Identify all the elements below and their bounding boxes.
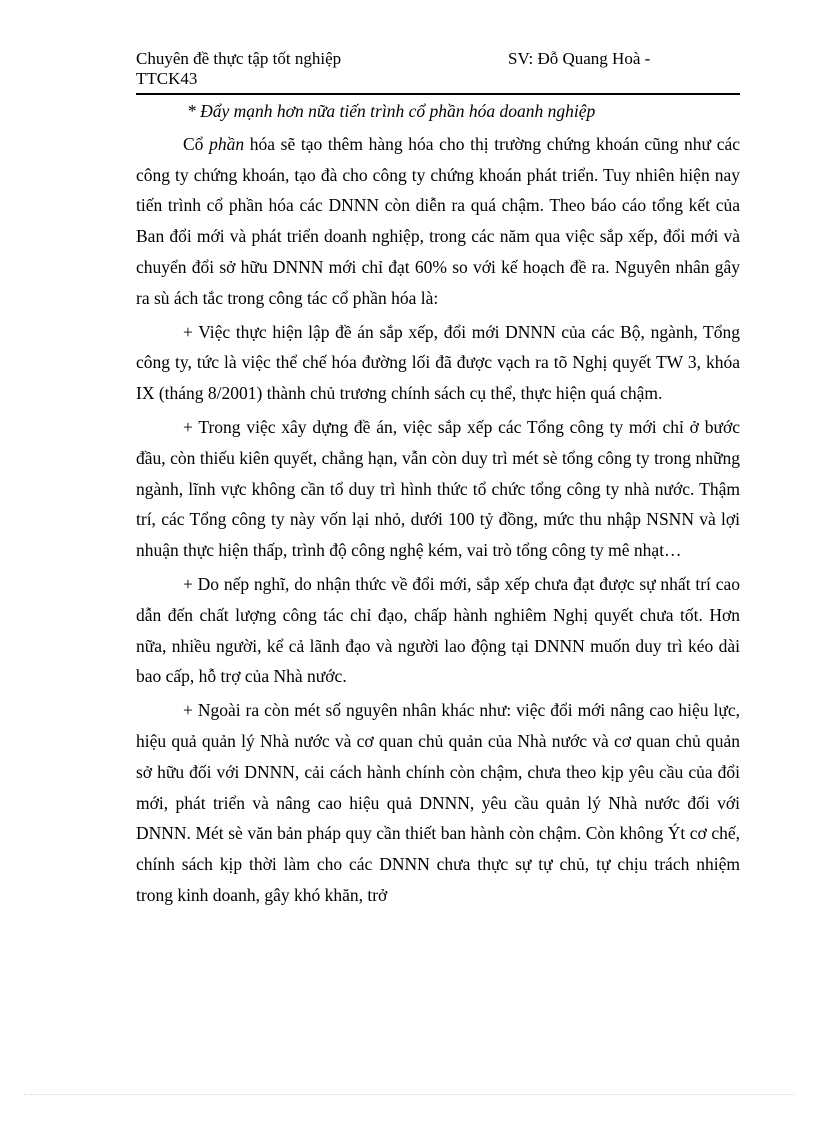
paragraph-5: + Ngoài ra còn mét số nguyên nhân khác như: việc đổi mới nâng cao hiệu lực, hiệu quả quản lý Nhà nước và cơ quan chủ quản của Nhà nước và cơ quan chủ quản sở hữu đối với DNNN, cải cách hành chính còn chậm, chưa theo kịp yêu cầu của đổi mới, phát triển và nâng cao hiệu quả DNNN, yêu cầu quản lý Nhà nước đối với DNNN. Mét sè văn bản pháp quy cần thiết ban hành còn chậm. Còn không Ýt cơ chế, chính sách kịp thời làm cho các DNNN chưa thực sự tự chủ, tự chịu trách nhiệm trong kinh doanh, gây khó khăn, trở — [136, 700, 740, 905]
page-bottom-divider — [24, 1094, 794, 1095]
paragraph-4: + Do nếp nghĩ, do nhận thức về đổi mới, sắp xếp chưa đạt được sự nhất trí cao dẫn đến chất lượng công tác chỉ đạo, chấp hành nghiêm Nghị quyết chưa tốt. Hơn nữa, nhiều người, kể cả lãnh đạo và người lao động tại DNNN muốn duy trì kéo dài bao cấp, hỗ trợ của Nhà nước. — [136, 573, 740, 687]
header-class-code: TTCK43 — [136, 69, 198, 88]
paragraph-3: + Trong việc xây dựng đề án, việc sắp xếp các Tổng công ty mới chỉ ở bước đầu, còn thiếu kiên quyết, chẳng hạn, vẫn còn duy trì mét sè tổng công ty trong những ngành, lĩnh vực không cần tổ duy trì hình thức tổ chức tổng công ty nhà nước. Thậm trí, các Tổng công ty này vốn lại nhỏ, dưới 100 tỷ đồng, mức thu nhập NSNN và lợi nhuận thực hiện thấp, trình độ công nghệ kém, vai trò tổng công ty mê nhạt… — [136, 416, 740, 561]
paragraph-1 — [136, 129, 740, 314]
paragraph-1-first-word: Cổ — [183, 133, 204, 154]
paragraph-2: + Việc thực hiện lập đề án sắp xếp, đổi mới DNNN của các Bộ, ngành, Tổng công ty, tức là việc thể chế hóa đường lối đã được vạch ra tõ Nghị quyết TW 3, khóa IX (tháng 8/2001) thành chủ trương chính sách cụ thể, thực hiện quá chậm. — [136, 321, 740, 404]
header-student-name: SV: Đỗ Quang Hoà - — [508, 49, 651, 68]
paragraph-1-italic-word: phần — [209, 133, 245, 154]
document-body — [136, 96, 740, 914]
section-heading: * Đẩy mạnh hơn nữa tiến trình cổ phần hóa doanh nghiệp — [187, 101, 596, 121]
header-divider — [136, 93, 740, 95]
paragraph-1-text: hóa sẽ tạo thêm hàng hóa cho thị trường chứng khoán cũng như các công ty chứng khoán, tạo đà cho công ty chứng khoán phát triển. Tuy nhiên hiện nay tiến trình cổ phần hóa các DNNN còn diễn ra quá chậm. Theo báo cáo tổng kết của Ban đổi mới và phát triển doanh nghiệp, trong các năm qua việc sắp xếp, đổi mới và chuyển đổi sở hữu DNNN mới chỉ đạt 60% so với kế hoạch đề ra. Nguyên nhân gây ra sù ách tắc trong công tác cổ phần hóa là: — [136, 133, 740, 308]
header-document-title: Chuyên đề thực tập tốt nghiệp — [136, 49, 342, 68]
